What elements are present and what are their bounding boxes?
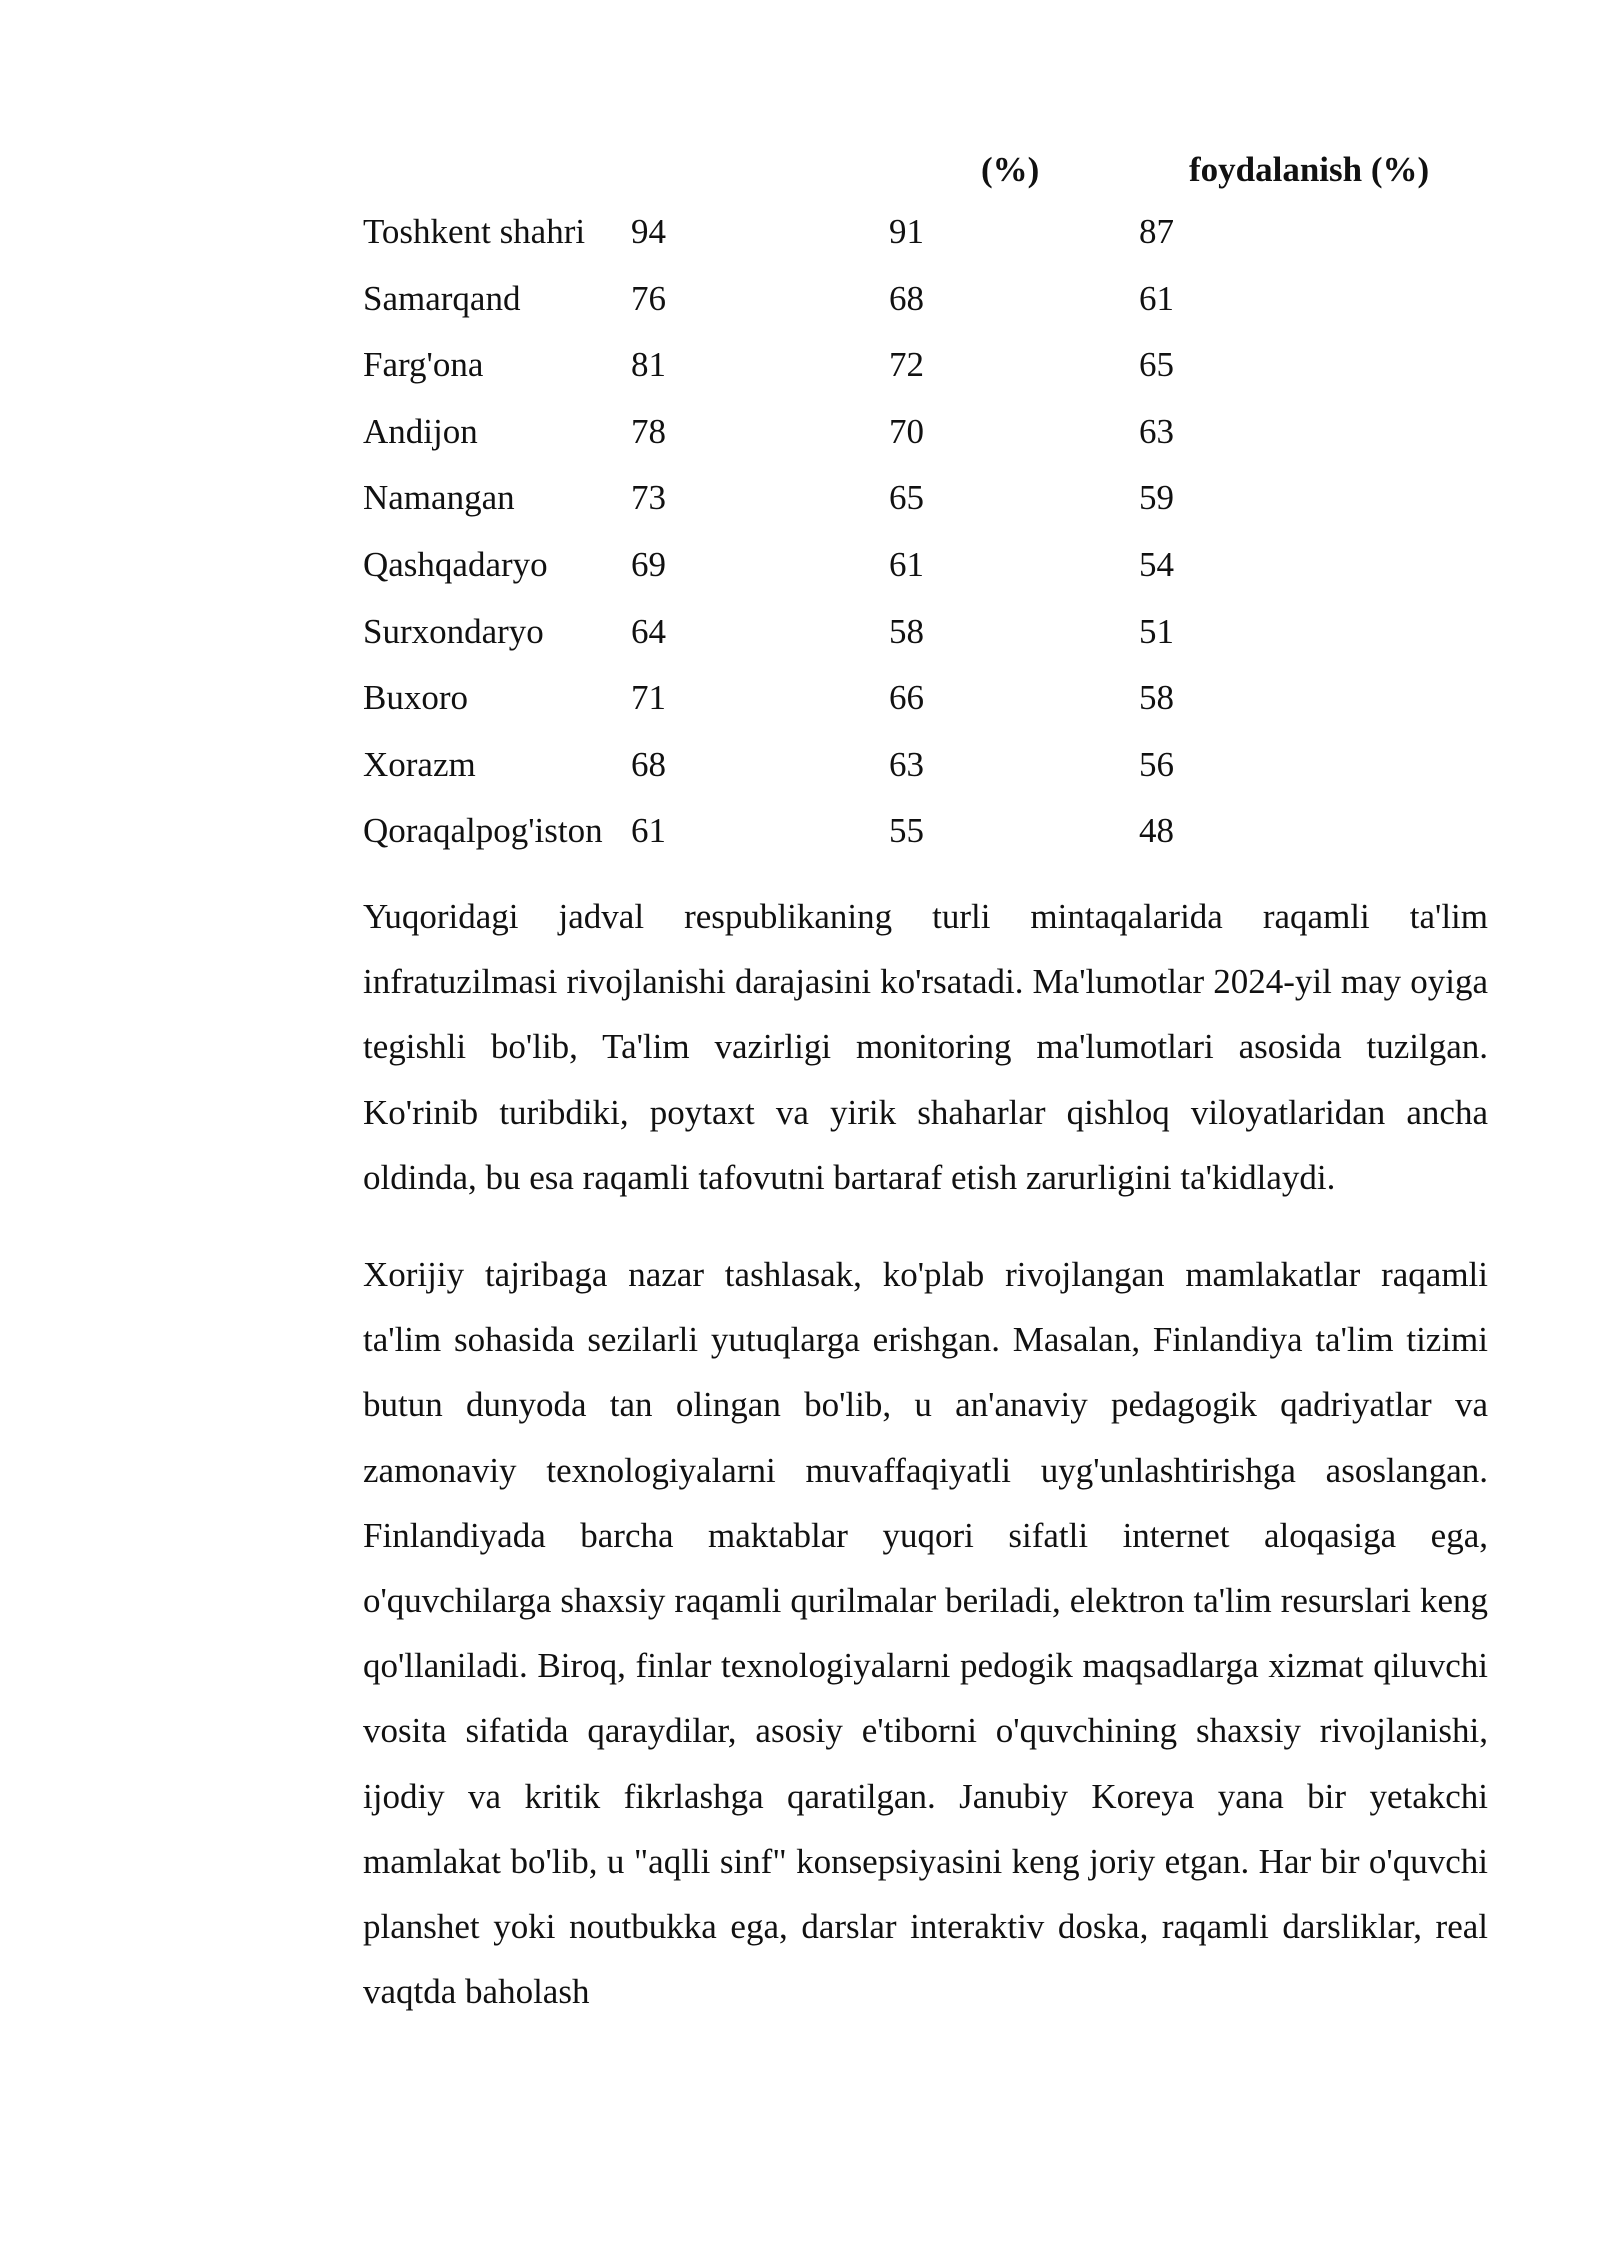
value-cell: 51 <box>1139 611 1174 651</box>
table-row <box>363 807 1488 874</box>
value-cell: 72 <box>889 345 924 385</box>
table-header-col3: (%) <box>981 150 1040 189</box>
table-row <box>363 674 1488 741</box>
table-row <box>363 741 1488 808</box>
value-cell: 69 <box>631 544 666 584</box>
value-cell: 71 <box>631 678 666 718</box>
region-cell: Farg'ona <box>363 345 484 385</box>
value-cell: 76 <box>631 278 666 318</box>
region-cell: Surxondaryo <box>363 611 544 651</box>
value-cell: 63 <box>889 744 924 784</box>
value-cell: 78 <box>631 411 666 451</box>
table-row <box>363 608 1488 675</box>
region-table <box>363 208 1488 874</box>
value-cell: 65 <box>889 478 924 518</box>
table-row <box>363 208 1488 275</box>
table-header-col4: foydalanish (%) <box>1189 150 1430 189</box>
region-cell: Buxoro <box>363 678 468 718</box>
value-cell: 87 <box>1139 212 1174 251</box>
value-cell: 56 <box>1139 744 1174 784</box>
region-cell: Toshkent shahri <box>363 212 586 251</box>
region-cell: Qashqadaryo <box>363 544 548 584</box>
table-row <box>363 275 1488 342</box>
value-cell: 58 <box>1139 678 1174 718</box>
value-cell: 94 <box>631 212 666 251</box>
table-row <box>363 341 1488 408</box>
value-cell: 68 <box>889 278 924 318</box>
document-page <box>363 150 1488 2024</box>
value-cell: 91 <box>889 212 924 251</box>
body-paragraph: Yuqoridagi jadval respublikaning turli mintaqalarida raqamli ta'lim infratuzilmasi rivojlanishi darajasini ko'rsatadi. Ma'lumotlar 2024-yil may oyiga tegishli bo'lib, Ta'lim vazirligi monitoring ma'lumotlari asosida tuzilgan. Ko'rinib turibdiki, poytaxt va yirik shaharlar qishloq viloyatlaridan ancha oldinda, bu esa raqamli tafovutni bartaraf etish zarurligini ta'kidlaydi. <box>363 896 1488 1197</box>
table-header <box>363 150 1488 208</box>
region-cell: Namangan <box>363 478 515 518</box>
body-paragraph: Xorijiy tajribaga nazar tashlasak, ko'plab rivojlangan mamlakatlar raqamli ta'lim sohasida sezilarli yutuqlarga erishgan. Masalan, Finlandiya ta'lim tizimi butun dunyoda tan olingan bo'lib, u an'anaviy pedagogik qadriyatlar va zamonaviy texnologiyalarni muvaffaqiyatli uyg'unlashtirishga asoslangan. Finlandiyada barcha maktablar yuqori sifatli internet aloqasiga ega, o'quvchilarga shaxsiy raqamli qurilmalar beriladi, elektron ta'lim resurslari keng qo'llaniladi. Biroq, finlar texnologiyalarni pedogik maqsadlarga xizmat qiluvchi vosita sifatida qaraydilar, asosiy e'tiborni o'quvchining shaxsiy rivojlanishi, ijodiy va kritik fikrlashga qaratilgan. Janubiy Koreya yana bir yetakchi mamlakat bo'lib, u "aqlli sinf" konsepsiyasini keng joriy etgan. Har bir o'quvchi planshet yoki noutbukka ega, darslar interaktiv doska, raqamli darsliklar, real vaqtda baholash <box>363 1254 1488 2012</box>
value-cell: 73 <box>631 478 666 518</box>
table-row <box>363 541 1488 608</box>
value-cell: 81 <box>631 345 666 385</box>
value-cell: 68 <box>631 744 666 784</box>
value-cell: 70 <box>889 411 924 451</box>
value-cell: 65 <box>1139 345 1174 385</box>
value-cell: 64 <box>631 611 666 651</box>
value-cell: 55 <box>889 811 924 851</box>
region-cell: Andijon <box>363 411 478 451</box>
value-cell: 66 <box>889 678 924 718</box>
value-cell: 58 <box>889 611 924 651</box>
value-cell: 63 <box>1139 411 1174 451</box>
table-row <box>363 408 1488 475</box>
region-cell: Xorazm <box>363 744 476 784</box>
value-cell: 61 <box>1139 278 1174 318</box>
value-cell: 54 <box>1139 544 1174 584</box>
value-cell: 61 <box>889 544 924 584</box>
region-cell: Samarqand <box>363 278 521 318</box>
value-cell: 61 <box>631 811 666 851</box>
region-cell: Qoraqalpog'iston <box>363 811 603 851</box>
value-cell: 59 <box>1139 478 1174 518</box>
value-cell: 48 <box>1139 811 1174 851</box>
table-row <box>363 474 1488 541</box>
